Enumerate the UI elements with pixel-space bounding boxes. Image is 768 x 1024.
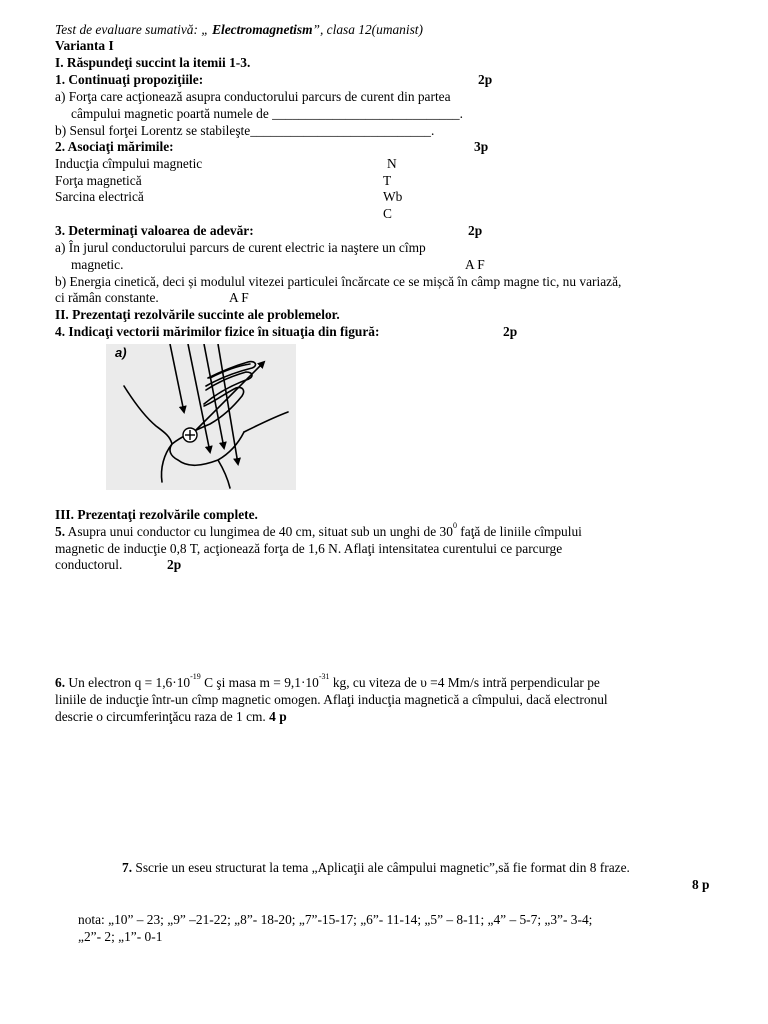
- velocity-arrow: [190, 362, 264, 436]
- q2-quantity-1: Inducţia cîmpului magnetic: [55, 156, 203, 171]
- q4-title: 4. Indicaţi vectorii mărimilor fizice în situaţia din figură:: [55, 324, 380, 339]
- q1-title: 1. Continuaţi propoziţiile:: [55, 72, 204, 87]
- q2-unit-2: T: [383, 173, 392, 188]
- q4-points: 2p: [503, 324, 518, 339]
- q6-line1: 6. Un electron $q = 1,6\cdot 10^{-19}$ C şi masa $m = 9,1\cdot 10^{-31}$ kg, cu viteza de υ =4 Mm/s intră perpendicular pe: [55, 672, 600, 690]
- q3-a-true-false: A F: [465, 257, 485, 272]
- q1-a-line2: câmpului magnetic poartă numele de ____________________________.: [71, 106, 463, 121]
- q7-line: 7. Sscrie un eseu structurat la tema „Aplicaţii ale câmpului magnetic”,să fie format din 8 fraze.: [122, 860, 630, 875]
- q5-points: 2p: [167, 557, 182, 572]
- q5-line3: conductorul.: [55, 557, 123, 572]
- grading-line1: nota: „10” – 23; „9” –21-22; „8”- 18-20; „7”-15-17; „6”- 11-14; „5” – 8-11; „4” – 5-7; „3”- 3-4;: [78, 912, 593, 927]
- q3-b-line2: ci rămân constante.: [55, 290, 159, 305]
- q1-points: 2p: [478, 72, 493, 87]
- q3-title: 3. Determinaţi valoarea de adevăr:: [55, 223, 254, 238]
- q5-line2: magnetic de inducţie 0,8 T, acţionează forţa de 1,6 N. Aflaţi intensitatea curentului ce parcurge: [55, 541, 563, 556]
- test-topic: Electromagnetism: [212, 22, 313, 37]
- section2-title: II. Prezentaţi rezolvările succinte ale problemelor.: [55, 307, 340, 322]
- q5-line1: 5. Asupra unui conductor cu lungimea de 40 cm, situat sub un unghi de $30^0$ faţă de liniile cîmpului: [55, 521, 582, 539]
- grading-line2: „2”- 2; „1”- 0-1: [78, 929, 163, 944]
- q3-b-line1: b) Energia cinetică, deci și modulul vitezei particulei încărcate ce se mișcă în câmp magne tic, nu variază,: [55, 274, 622, 289]
- section1-title: I. Răspundeţi succint la itemii 1-3.: [55, 55, 251, 70]
- left-hand-rule-drawing: [106, 344, 296, 490]
- q6-points: 4 p: [269, 709, 287, 724]
- q3-points: 2p: [468, 223, 483, 238]
- q2-points: 3p: [474, 139, 489, 154]
- q2-title: 2. Asociaţi mărimile:: [55, 139, 174, 154]
- variant-label: Varianta I: [55, 38, 114, 53]
- figure-label: a): [115, 345, 127, 360]
- q2-quantity-3: Sarcina electrică: [55, 189, 144, 204]
- q7-points: 8 p: [692, 877, 710, 892]
- hand-outline: [124, 362, 288, 488]
- field-line-1: [170, 344, 184, 412]
- q6-line3: descrie o circumferinţăcu raza de 1 cm. 4 p: [55, 709, 287, 724]
- q3-b-true-false: A F: [229, 290, 249, 305]
- q2-unit-3: Wb: [383, 189, 403, 204]
- q6-line2: liniile de inducţie într-un cîmp magnetic omogen. Aflaţi inducţia magnetică a cîmpului, dacă electronul: [55, 692, 608, 707]
- q2-unit-4: C: [383, 206, 392, 221]
- positive-charge-icon: [183, 428, 197, 442]
- q2-unit-1: N: [387, 156, 397, 171]
- section3-title: III. Prezentaţi rezolvările complete.: [55, 507, 258, 522]
- q1-b: b) Sensul forţei Lorentz se stabileşte___________________________.: [55, 123, 435, 138]
- q2-quantity-2: Forţa magnetică: [55, 173, 142, 188]
- q3-a-line1: a) În jurul conductorului parcurs de curent electric ia naştere un cîmp: [55, 240, 426, 255]
- q3-a-line2: magnetic.: [71, 257, 124, 272]
- q4-figure: [106, 344, 296, 490]
- q1-a-line1: a) Forţa care acţionează asupra conductorului parcurs de curent din partea: [55, 89, 451, 104]
- test-title: Test de evaluare sumativă: „ Electromagnetism”, clasa 12(umanist): [55, 22, 423, 37]
